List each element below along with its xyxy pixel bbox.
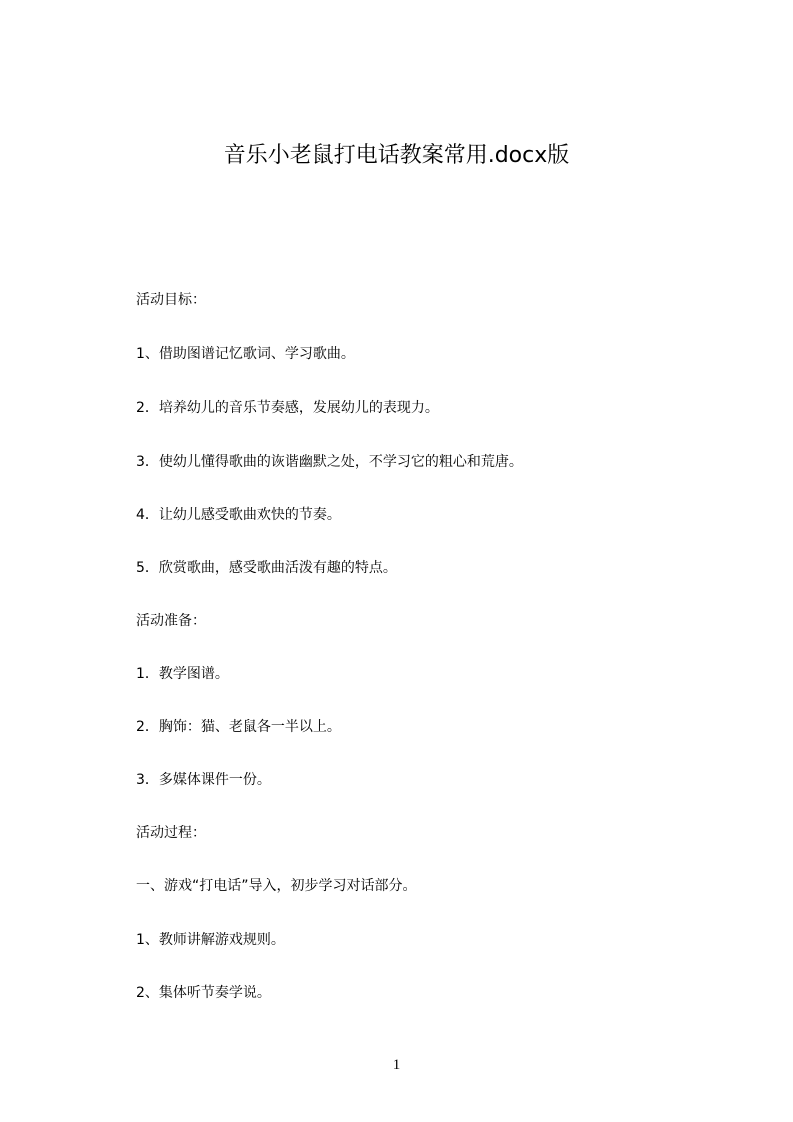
paragraph: 1、借助图谱记忆歌词、学习歌曲。: [136, 346, 355, 362]
paragraph: 3．使幼儿懂得歌曲的诙谐幽默之处，不学习它的粗心和荒唐。: [136, 454, 523, 470]
paragraph: 1．教学图谱。: [136, 666, 229, 682]
page-number: 1: [392, 1057, 401, 1073]
paragraph: 2．培养幼儿的音乐节奏感，发展幼儿的表现力。: [136, 400, 439, 416]
paragraph: 5．欣赏歌曲，感受歌曲活泼有趣的特点。: [136, 560, 397, 576]
section-heading-process: 活动过程：: [136, 825, 206, 841]
paragraph: 4．让幼儿感受歌曲欢快的节奏。: [136, 507, 341, 523]
paragraph: 2、集体听节奏学说。: [136, 985, 271, 1001]
paragraph: 1、教师讲解游戏规则。: [136, 932, 285, 948]
document-title: 音乐小老鼠打电话教案常用.docx版: [223, 143, 570, 168]
paragraph: 2．胸饰：猫、老鼠各一半以上。: [136, 719, 341, 735]
paragraph: 3．多媒体课件一份。: [136, 772, 271, 788]
paragraph: 一、游戏“打电话”导入，初步学习对话部分。: [136, 878, 417, 894]
section-heading-goals: 活动目标：: [136, 292, 206, 308]
section-heading-preparation: 活动准备：: [136, 613, 206, 629]
